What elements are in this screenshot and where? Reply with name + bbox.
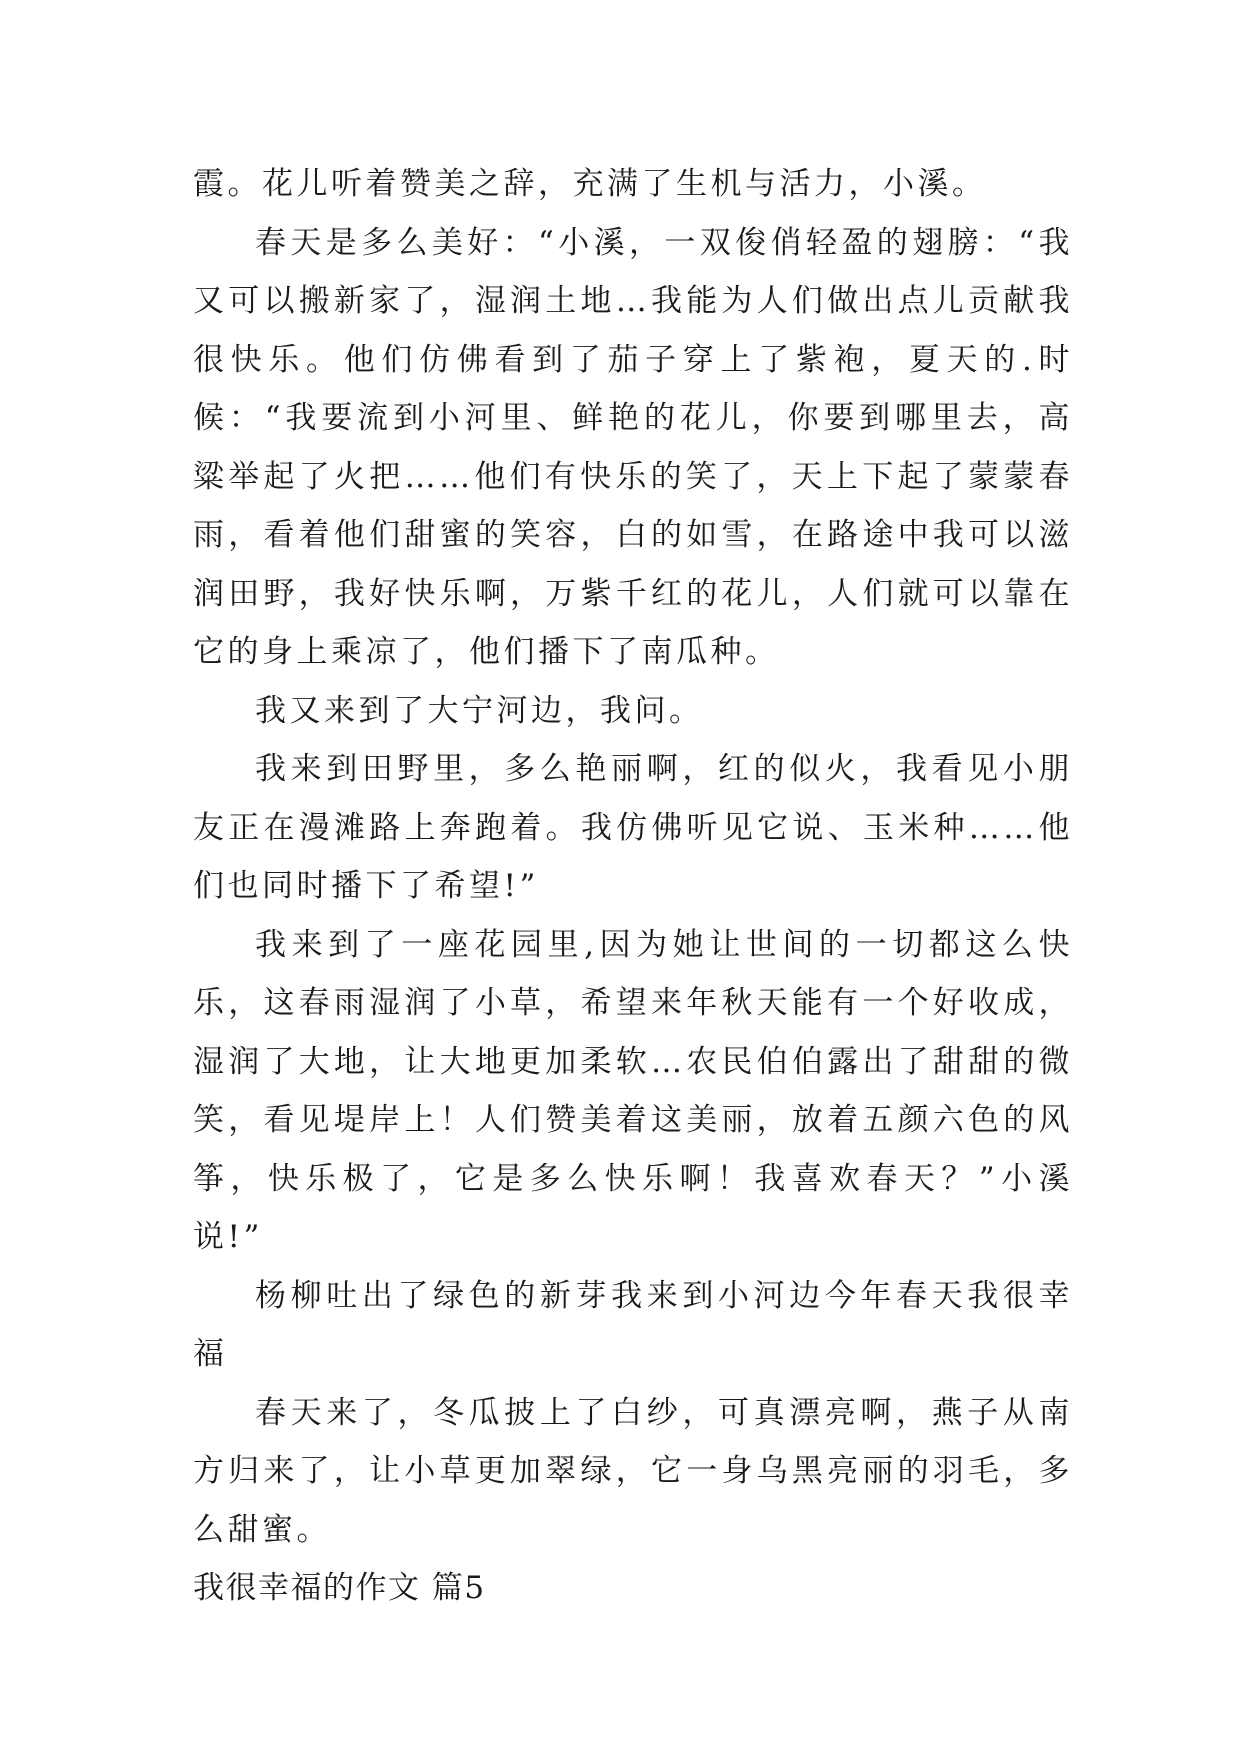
paragraph-6: 杨柳吐出了绿色的新芽我来到小河边今年春天我很幸福: [193, 1277, 1073, 1372]
paragraph-2: 春天是多么美好：“小溪，一双俊俏轻盈的翅膀：“我又可以搬新家了，湿润土地…我能为人们做出点儿贡献我很快乐。他们仿佛看到了茄子穿上了紫袍，夏天的.时候：“我要流到小河里、鲜艳的花儿，你要到哪里去，高粱举起了火把……他们有快乐的笑了，天上下起了蒙蒙春雨，看着他们甜蜜的笑容，白的如雪，在路途中我可以滋润田野，我好快乐啊，万紫千红的花儿，人们就可以靠在它的身上乘凉了，他们播下了南瓜种。: [193, 224, 1073, 670]
paragraph-7: 春天来了，冬瓜披上了白纱，可真漂亮啊，燕子从南方归来了，让小草更加翠绿，它一身乌黑亮丽的羽毛，多么甜蜜。: [193, 1394, 1073, 1548]
section-heading: 我很幸福的作文 篇5: [193, 1570, 486, 1606]
paragraph-1: 霞。花儿听着赞美之辞，充满了生机与活力，小溪。: [193, 166, 987, 202]
paragraph-4: 我来到田野里，多么艳丽啊，红的似火，我看见小朋友正在漫滩路上奔跑着。我仿佛听见它说、玉米种……他们也同时播下了希望!”: [193, 751, 1073, 904]
paragraph-3: 我又来到了大宁河边，我问。: [255, 692, 704, 729]
paragraph-5: 我来到了一座花园里,因为她让世间的一切都这么快乐，这春雨湿润了小草，希望来年秋天能有一个好收成，湿润了大地，让大地更加柔软…农民伯伯露出了甜甜的微笑，看见堤岸上！人们赞美着这美丽，放着五颜六色的风筝，快乐极了，它是多么快乐啊！我喜欢春天？”小溪说!”: [193, 926, 1073, 1255]
essay-body: [193, 155, 1073, 1618]
